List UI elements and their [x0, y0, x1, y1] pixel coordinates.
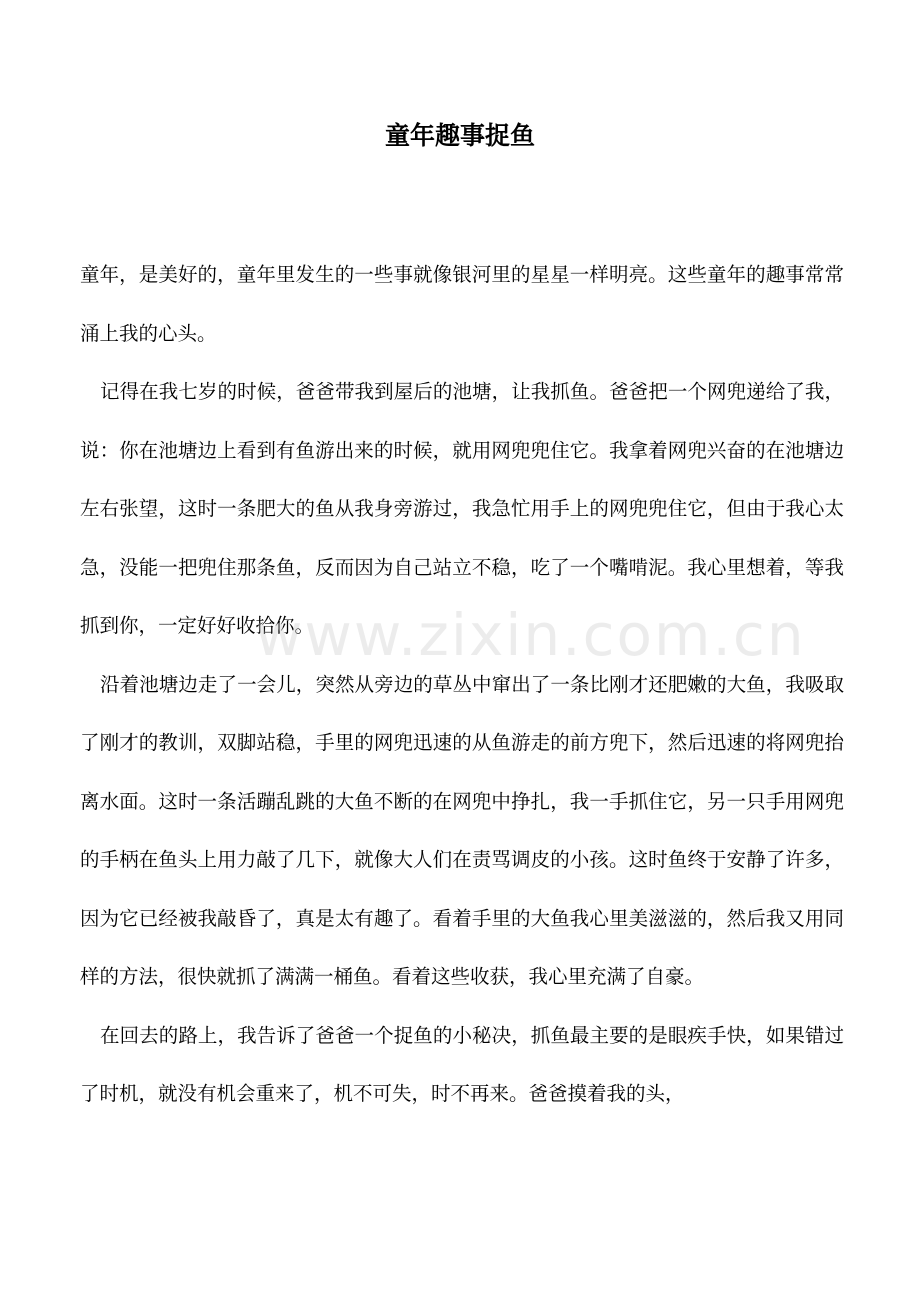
document-body: [80, 246, 844, 1124]
paragraph-intro: 童年，是美好的，童年里发生的一些事就像银河里的星星一样明亮。这些童年的趣事常常涌上我的心头。: [80, 263, 844, 345]
document-title: 童年趣事捉鱼: [384, 121, 535, 150]
paragraph-first-attempt: 记得在我七岁的时候，爸爸带我到屋后的池塘，让我抓鱼。爸爸把一个网兜递给了我，说：你在池塘边上看到有鱼游出来的时候，就用网兜兜住它。我拿着网兜兴奋的在池塘边左右张望，这时一条肥大的鱼从我身旁游过，我急忙用手上的网兜兜住它，但由于我心太急，没能一把兜住那条鱼，反而因为自己站立不稳，吃了一个嘴啃泥。我心里想着，等我抓到你，一定好好收拾你。: [80, 380, 844, 637]
paragraph-way-home: 在回去的路上，我告诉了爸爸一个捉鱼的小秘决，抓鱼最主要的是眼疾手快，如果错过了时机，就没有机会重来了，机不可失，时不再来。爸爸摸着我的头，: [80, 1023, 844, 1105]
watermark: www.zixin.com.cn: [255, 601, 806, 669]
paragraph-second-attempt: 沿着池塘边走了一会儿，突然从旁边的草丛中窜出了一条比刚才还肥嫩的大鱼，我吸取了刚才的教训，双脚站稳，手里的网兜迅速的从鱼游走的前方兜下，然后迅速的将网兜抬离水面。这时一条活蹦乱跳的大鱼不断的在网兜中挣扎，我一手抓住它，另一只手用网兜的手柄在鱼头上用力敲了几下，就像大人们在责骂调皮的小孩。这时鱼终于安静了许多，因为它已经被我敲昏了，真是太有趣了。看着手里的大鱼我心里美滋滋的，然后我又用同样的方法，很快就抓了满满一桶鱼。看着这些收获，我心里充满了自豪。: [80, 672, 844, 988]
